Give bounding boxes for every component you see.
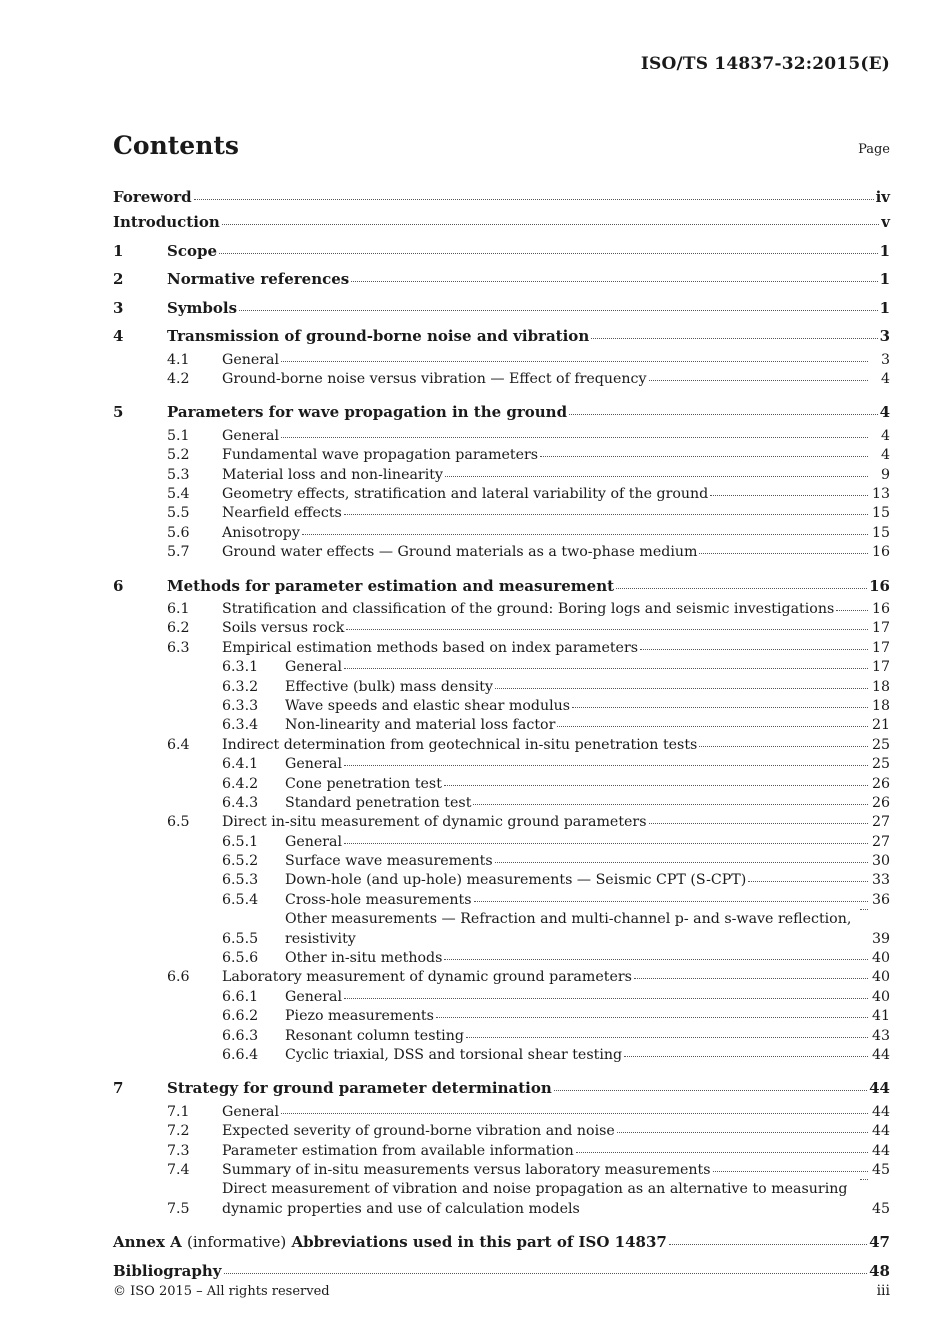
- dot-leader: [624, 1055, 868, 1057]
- toc-entry[interactable]: [113, 294, 890, 323]
- toc-entry-title: Anisotropy: [222, 524, 300, 541]
- dot-leader: [344, 764, 868, 766]
- dot-leader: [616, 587, 867, 589]
- dot-leader: [640, 648, 868, 650]
- toc-entry-page: 1: [879, 298, 890, 317]
- toc-entry[interactable]: [113, 775, 890, 794]
- page-number: iii: [876, 1283, 890, 1299]
- toc-entry-page: 16: [871, 544, 890, 561]
- toc-entry[interactable]: [113, 988, 890, 1007]
- page-title: Contents: [113, 131, 240, 160]
- toc-entry-page: 4: [880, 447, 890, 464]
- toc-entry-number: 7.4: [167, 1162, 190, 1179]
- toc-entry-number: 5.1: [167, 427, 190, 444]
- toc-entry-number: 5.4: [167, 485, 190, 502]
- toc-entry-number: 6.1: [167, 601, 190, 618]
- toc-entry-title: Parameters for wave propagation in the ground: [167, 403, 568, 422]
- toc-entry-page: 40: [871, 988, 890, 1005]
- toc-entry-title: Direct measurement of vibration and noise propagation as an alternative to measuring dynamic properties and use of calculation models: [222, 1181, 848, 1217]
- toc-entry[interactable]: [113, 658, 890, 677]
- dot-leader: [344, 513, 868, 515]
- toc-entry-page: 17: [871, 620, 890, 637]
- toc-entry-title: General: [285, 988, 343, 1005]
- toc-entry[interactable]: [113, 697, 890, 716]
- table-of-contents: [113, 183, 890, 1285]
- toc-entry[interactable]: [113, 1142, 890, 1161]
- toc-entry-number: 6.5.3: [222, 872, 259, 889]
- toc-entry-number: 6.6.4: [222, 1047, 259, 1064]
- dot-leader: [649, 379, 869, 381]
- dot-leader: [540, 455, 868, 457]
- toc-entry-page: v: [881, 213, 890, 231]
- toc-entry-page: 18: [871, 697, 890, 714]
- toc-entry-page: 27: [871, 814, 890, 831]
- toc-entry-title: [113, 1228, 667, 1257]
- toc-entry-title: Standard penetration test: [285, 794, 472, 811]
- toc-entry[interactable]: [113, 716, 890, 735]
- toc-entry-number: 6: [113, 576, 124, 595]
- toc-entry-number: 5.6: [167, 524, 190, 541]
- dot-leader: [351, 280, 877, 282]
- toc-entry-title: Wave speeds and elastic shear modulus: [285, 697, 571, 714]
- toc-entry[interactable]: [113, 1228, 890, 1257]
- toc-entry-title: Piezo measurements: [285, 1008, 434, 1025]
- dot-leader: [239, 309, 878, 311]
- toc-entry[interactable]: [113, 1074, 890, 1103]
- toc-entry[interactable]: [113, 466, 890, 485]
- toc-entry-title: Bibliography: [113, 1261, 222, 1280]
- toc-entry-title: Summary of in-situ measurements versus laboratory measurements: [222, 1162, 711, 1179]
- toc-entry-title: Scope: [167, 241, 218, 260]
- dot-leader: [617, 1131, 868, 1133]
- dot-leader: [222, 223, 879, 225]
- toc-entry-page: 44: [871, 1103, 890, 1120]
- toc-entry-page: 25: [871, 756, 890, 773]
- toc-entry-title: Down-hole (and up-hole) measurements — Seismic CPT (S-CPT): [285, 872, 747, 889]
- toc-entry-number: 4: [113, 327, 124, 345]
- toc-entry-page: 39: [871, 930, 890, 947]
- toc-entry-number: 7.1: [167, 1103, 190, 1120]
- toc-entry-page: 3: [880, 351, 890, 368]
- toc-entry-number: 6.5.2: [222, 853, 259, 870]
- toc-entry[interactable]: [113, 852, 890, 871]
- toc-entry-title: General: [285, 659, 343, 676]
- toc-entry[interactable]: [113, 265, 890, 294]
- toc-entry-title: Surface wave measurements: [285, 853, 493, 870]
- dot-leader: [713, 1170, 868, 1172]
- document-id: ISO/TS 14837-32:2015(E): [640, 54, 890, 74]
- toc-entry-page: 25: [871, 736, 890, 753]
- dot-leader: [495, 861, 868, 863]
- dot-leader: [224, 1272, 868, 1274]
- dot-leader: [473, 803, 868, 805]
- dot-leader: [281, 436, 868, 438]
- toc-entry-number: 7: [113, 1079, 124, 1098]
- toc-entry-page: 4: [879, 403, 890, 422]
- toc-entry-title: Direct in-situ measurement of dynamic ground parameters: [222, 814, 647, 831]
- dot-leader: [634, 977, 868, 979]
- toc-entry-title: General: [222, 1103, 280, 1120]
- toc-entry[interactable]: [113, 736, 890, 755]
- toc-entry[interactable]: [113, 322, 890, 351]
- toc-entry[interactable]: [113, 485, 890, 504]
- toc-entry[interactable]: [113, 910, 890, 949]
- toc-entry-number: 6.6.1: [222, 988, 259, 1005]
- toc-entry[interactable]: [113, 183, 890, 208]
- dot-leader: [194, 198, 874, 200]
- toc-entry[interactable]: [113, 370, 890, 389]
- dot-leader: [219, 252, 878, 254]
- toc-entry-title: Soils versus rock: [222, 620, 345, 637]
- toc-entry-page: 4: [880, 427, 890, 444]
- toc-entry-number: 6.4.3: [222, 794, 259, 811]
- dot-leader: [344, 842, 868, 844]
- toc-entry[interactable]: [113, 1046, 890, 1065]
- toc-entry[interactable]: [113, 1257, 890, 1286]
- toc-entry-page: 33: [871, 872, 890, 889]
- toc-entry-title: Fundamental wave propagation parameters: [222, 447, 539, 464]
- toc-entry-title: Effective (bulk) mass density: [285, 678, 494, 695]
- toc-entry-title: Laboratory measurement of dynamic ground parameters: [222, 969, 632, 986]
- dot-leader: [572, 706, 868, 708]
- toc-entry-number: 4.2: [167, 370, 190, 387]
- toc-entry-page: 40: [871, 950, 890, 967]
- toc-entry-title: Ground water effects — Ground materials as a two-phase medium: [222, 544, 698, 561]
- toc-entry[interactable]: [113, 1122, 890, 1141]
- toc-entry-title: Strategy for ground parameter determination: [167, 1079, 552, 1098]
- toc-entry-title: Other measurements — Refraction and multi-channel p- and s-wave reflection, resistivity: [285, 911, 852, 947]
- toc-entry[interactable]: [113, 1007, 890, 1026]
- toc-entry-page: 16: [871, 601, 890, 618]
- toc-entry-title: Parameter estimation from available information: [222, 1142, 574, 1159]
- toc-entry-number: 6.3: [167, 639, 190, 656]
- toc-entry-number: 6.3.1: [222, 659, 259, 676]
- toc-entry-page: 43: [871, 1027, 890, 1044]
- toc-entry-title: General: [222, 427, 280, 444]
- annex-label: Annex A: [113, 1233, 182, 1252]
- dot-leader: [281, 360, 868, 362]
- dot-leader: [699, 745, 868, 747]
- toc-entry-number: 6.4: [167, 736, 190, 753]
- toc-entry[interactable]: [113, 871, 890, 890]
- toc-entry-title: Resonant column testing: [285, 1027, 464, 1044]
- toc-entry-page: 47: [869, 1233, 890, 1252]
- toc-entry-page: 15: [871, 505, 890, 522]
- toc-entry-number: 6.5.6: [222, 950, 259, 967]
- toc-entry[interactable]: [113, 678, 890, 697]
- toc-entry[interactable]: [113, 949, 890, 968]
- toc-entry-number: 7.2: [167, 1123, 190, 1140]
- toc-entry[interactable]: [113, 1161, 890, 1180]
- toc-entry-page: 26: [871, 794, 890, 811]
- toc-entry-page: 44: [871, 1142, 890, 1159]
- toc-entry-number: 5.5: [167, 505, 190, 522]
- toc-entry-title: General: [285, 756, 343, 773]
- toc-entry-title: Cone penetration test: [285, 775, 442, 792]
- page-column-label: Page: [858, 142, 890, 157]
- toc-entry-number: 6.5: [167, 814, 190, 831]
- toc-entry-number: 7.3: [167, 1142, 190, 1159]
- toc-entry-title: Expected severity of ground-borne vibration and noise: [222, 1123, 615, 1140]
- toc-entry-title: General: [222, 351, 280, 368]
- toc-entry[interactable]: [113, 446, 890, 465]
- toc-entry-page: 18: [871, 678, 890, 695]
- dot-leader: [474, 900, 868, 902]
- toc-entry-title: Nearfield effects: [222, 505, 342, 522]
- toc-entry[interactable]: [113, 891, 890, 910]
- toc-entry-title: General: [285, 833, 343, 850]
- toc-entry-page: 26: [871, 775, 890, 792]
- toc-entry-page: 30: [871, 853, 890, 870]
- toc-entry[interactable]: [113, 968, 890, 987]
- toc-entry[interactable]: [113, 1027, 890, 1046]
- dot-leader: [346, 628, 868, 630]
- toc-entry-number: 6.3.4: [222, 717, 259, 734]
- toc-entry[interactable]: [113, 1180, 890, 1219]
- dot-leader: [302, 533, 868, 535]
- toc-entry[interactable]: [113, 619, 890, 638]
- toc-entry-title: Indirect determination from geotechnical in-situ penetration tests: [222, 736, 698, 753]
- toc-entry[interactable]: [113, 427, 890, 446]
- dot-leader: [466, 1036, 868, 1038]
- toc-entry-page: 3: [879, 327, 890, 345]
- dot-leader: [699, 552, 868, 554]
- dot-leader: [495, 687, 868, 689]
- toc-entry[interactable]: [113, 813, 890, 832]
- toc-entry[interactable]: [113, 504, 890, 523]
- dot-leader: [569, 413, 877, 415]
- toc-entry-page: 17: [871, 659, 890, 676]
- toc-entry-page: 48: [869, 1261, 890, 1280]
- toc-entry-number: 5.3: [167, 466, 190, 483]
- toc-entry-title: Introduction: [113, 213, 220, 231]
- toc-entry-page: 27: [871, 833, 890, 850]
- toc-entry-number: 6.6.2: [222, 1008, 259, 1025]
- toc-entry-number: 6.6.3: [222, 1027, 259, 1044]
- toc-entry-title: Empirical estimation methods based on index parameters: [222, 639, 639, 656]
- copyright-notice: © ISO 2015 – All rights reserved: [113, 1284, 330, 1299]
- toc-entry-page: 16: [869, 576, 890, 595]
- toc-entry[interactable]: [113, 639, 890, 658]
- dot-leader: [860, 1178, 868, 1180]
- annex-note: (informative): [187, 1233, 287, 1252]
- toc-entry-number: 7.5: [167, 1200, 190, 1217]
- dot-leader: [860, 908, 868, 910]
- toc-entry-page: 4: [880, 370, 890, 387]
- toc-entry-number: 6.2: [167, 620, 190, 637]
- toc-entry-page: 40: [871, 969, 890, 986]
- toc-entry-page: 15: [871, 524, 890, 541]
- toc-entry[interactable]: [113, 524, 890, 543]
- toc-entry[interactable]: [113, 833, 890, 852]
- toc-entry-title: Methods for parameter estimation and measurement: [167, 576, 615, 595]
- dot-leader: [344, 667, 868, 669]
- toc-entry-page: iv: [875, 188, 890, 206]
- toc-entry-number: 6.4.2: [222, 775, 259, 792]
- toc-entry-page: 41: [871, 1008, 890, 1025]
- toc-entry-page: 17: [871, 639, 890, 656]
- dot-leader: [748, 880, 868, 882]
- toc-entry-title: Other in-situ methods: [285, 950, 443, 967]
- dot-leader: [669, 1243, 867, 1245]
- toc-entry-number: 2: [113, 270, 124, 288]
- toc-entry-number: 1: [113, 241, 124, 260]
- toc-entry-page: 45: [871, 1162, 890, 1179]
- toc-entry-title: Symbols: [167, 298, 238, 317]
- dot-leader: [436, 1016, 868, 1018]
- dot-leader: [591, 337, 877, 339]
- toc-entry[interactable]: [113, 755, 890, 774]
- toc-entry[interactable]: [113, 1103, 890, 1122]
- toc-entry-number: 6.5.1: [222, 833, 259, 850]
- toc-entry-number: 6.5.5: [222, 930, 259, 947]
- toc-entry-page: 1: [879, 270, 890, 288]
- toc-entry-page: 13: [871, 485, 890, 502]
- dot-leader: [557, 725, 868, 727]
- dot-leader: [344, 997, 868, 999]
- toc-entry-page: 36: [871, 891, 890, 908]
- toc-entry-title: Foreword: [113, 188, 192, 206]
- toc-entry[interactable]: [113, 572, 890, 601]
- toc-entry[interactable]: [113, 543, 890, 562]
- toc-entry-number: 3: [113, 298, 124, 317]
- toc-entry-title: Normative references: [167, 270, 350, 288]
- toc-entry[interactable]: [113, 600, 890, 619]
- toc-entry-title: Transmission of ground-borne noise and vibration: [167, 327, 590, 345]
- dot-leader: [445, 475, 868, 477]
- toc-entry-page: 44: [871, 1123, 890, 1140]
- toc-entry-page: 44: [871, 1047, 890, 1064]
- toc-entry-title: Geometry effects, stratification and lateral variability of the ground: [222, 485, 709, 502]
- toc-entry-title: Cyclic triaxial, DSS and torsional shear testing: [285, 1047, 623, 1064]
- toc-entry-page: 21: [871, 717, 890, 734]
- dot-leader: [836, 609, 868, 611]
- toc-entry-title: Ground-borne noise versus vibration — Effect of frequency: [222, 370, 647, 387]
- toc-entry-number: 6.3.3: [222, 697, 259, 714]
- toc-entry[interactable]: [113, 208, 890, 237]
- toc-entry-title: Material loss and non-linearity: [222, 466, 443, 483]
- toc-entry-number: 5: [113, 403, 124, 422]
- toc-entry-number: 4.1: [167, 351, 190, 368]
- dot-leader: [649, 822, 869, 824]
- toc-entry-title: Non-linearity and material loss factor: [285, 717, 556, 734]
- toc-entry-number: 5.7: [167, 544, 190, 561]
- toc-entry-title: Stratification and classification of the ground: Boring logs and seismic investigations: [222, 601, 835, 618]
- toc-entry-page: 9: [880, 466, 890, 483]
- dot-leader: [281, 1112, 868, 1114]
- toc-entry[interactable]: [113, 398, 890, 427]
- dot-leader: [576, 1151, 868, 1153]
- dot-leader: [710, 494, 868, 496]
- toc-entry[interactable]: [113, 794, 890, 813]
- dot-leader: [554, 1089, 867, 1091]
- dot-leader: [444, 784, 868, 786]
- toc-entry-page: 45: [871, 1200, 890, 1217]
- toc-entry-number: 6.3.2: [222, 678, 259, 695]
- toc-entry-number: 6.4.1: [222, 756, 259, 773]
- toc-entry[interactable]: [113, 351, 890, 370]
- toc-entry-number: 5.2: [167, 447, 190, 464]
- annex-title: Abbreviations used in this part of ISO 14837: [291, 1233, 667, 1252]
- toc-entry-page: 44: [869, 1079, 890, 1098]
- toc-entry-number: 6.5.4: [222, 891, 259, 908]
- toc-entry[interactable]: [113, 237, 890, 266]
- toc-entry-page: 1: [879, 241, 890, 260]
- contents-header: [113, 131, 890, 167]
- dot-leader: [444, 958, 868, 960]
- toc-entry-title: Cross-hole measurements: [285, 891, 472, 908]
- toc-entry-number: 6.6: [167, 969, 190, 986]
